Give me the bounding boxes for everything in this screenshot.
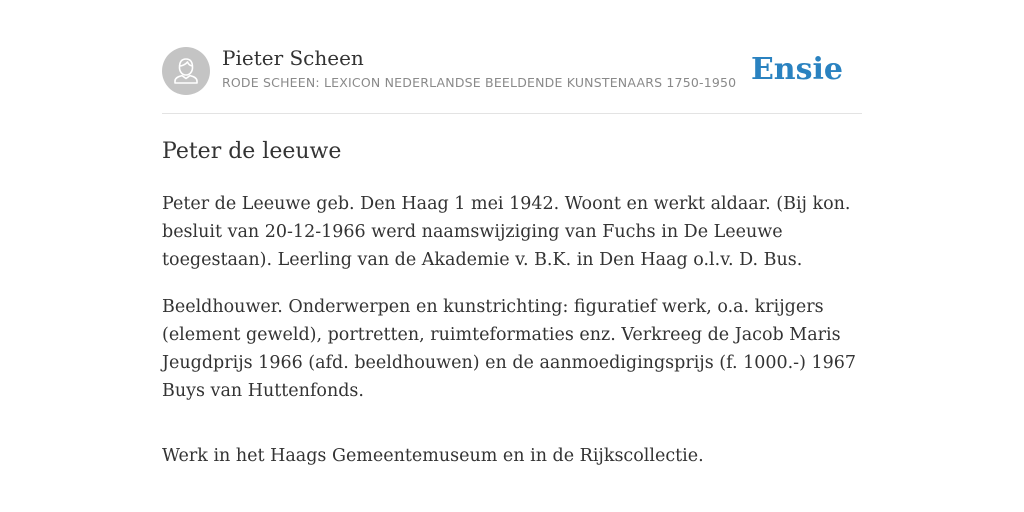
author-name[interactable]: Pieter Scheen (222, 46, 364, 70)
article-title: Peter de leeuwe (162, 139, 342, 164)
source-title[interactable]: RODE SCHEEN: LEXICON NEDERLANDSE BEELDENDE KUNSTENAARS 1750-1950 (222, 75, 737, 90)
paragraph: Beeldhouwer. Onderwerpen en kunstrichting: figuratief werk, o.a. krijgers (element geweld), portretten, ruimteformaties enz. Verkreeg de Jacob Maris Jeugdprijs 1966 (afd. beeldhouwen) en de aanmoedigingsprijs (f. 1000.-) 1967 Buys van Huttenfonds. (162, 297, 857, 401)
paragraph: Peter de Leeuwe geb. Den Haag 1 mei 1942. Woont en werkt aldaar. (Bij kon. besluit van 20-12-1966 werd naamswijziging van Fuchs in De Leeuwe toegestaan). Leerling van de Akademie v. B.K. in Den Haag o.l.v. D. Bus. (162, 194, 851, 270)
article-body (162, 190, 862, 489)
article-card (162, 0, 862, 466)
avatar[interactable] (162, 47, 210, 95)
user-icon (162, 47, 210, 95)
article-header (162, 0, 862, 114)
paragraph: Werk in het Haags Gemeentemuseum en in de Rijkscollectie. (162, 446, 704, 466)
ensie-logo[interactable]: Ensie (750, 52, 843, 87)
